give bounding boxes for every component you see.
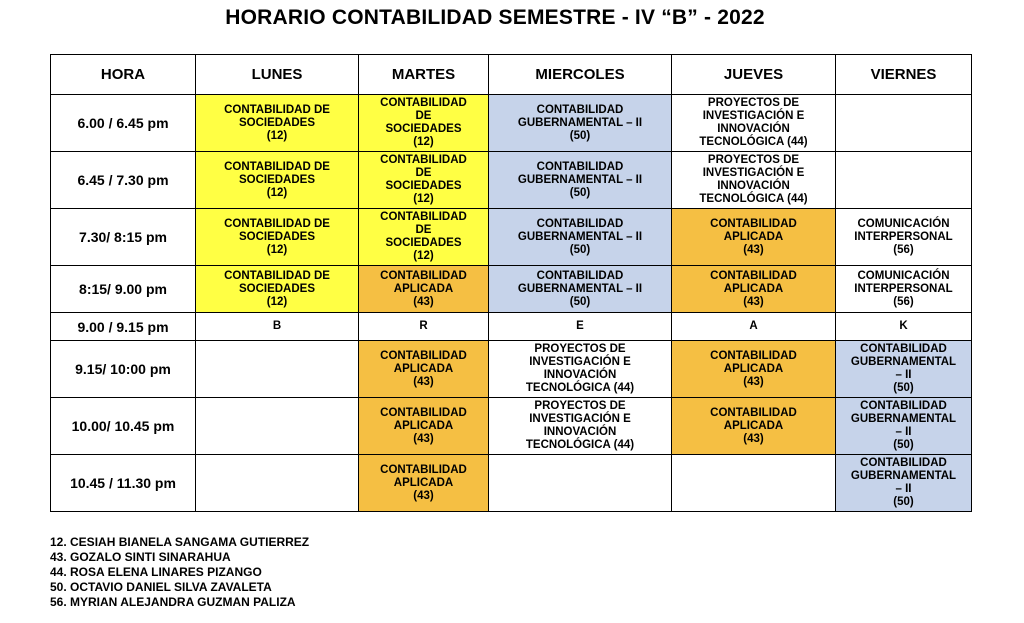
class-cell-miercoles (489, 313, 672, 341)
class-cell-lunes (196, 266, 359, 313)
class-cell-viernes (836, 95, 972, 152)
course-text: (12) (266, 295, 288, 308)
course-text: (43) (743, 243, 764, 256)
class-cell-miercoles (489, 152, 672, 209)
class-cell-martes (359, 341, 489, 398)
course-text: GUBERNAMENTAL – II (517, 173, 643, 186)
class-cell-viernes (836, 266, 972, 313)
course-text: (50) (569, 186, 591, 199)
class-cell-jueves (672, 341, 836, 398)
course-text: (50) (569, 129, 591, 142)
course-text: GUBERNAMENTAL – II (517, 282, 643, 295)
course-text: (56) (893, 295, 914, 308)
header-jueves: JUEVES (672, 55, 836, 95)
course-text: CONTABILIDAD (380, 349, 467, 362)
hour-cell: 10.45 / 11.30 pm (51, 455, 196, 512)
course-text: TECNOLÓGICA (44) (699, 193, 808, 205)
course-text: PROYECTOS DE (534, 400, 626, 412)
schedule-row (51, 455, 972, 512)
course-text: CONTABILIDAD (536, 269, 624, 282)
class-cell-miercoles (489, 398, 672, 455)
class-cell-martes (359, 95, 489, 152)
course-text: COMUNICACIÓN (857, 269, 950, 282)
teacher-legend (50, 535, 309, 610)
course-text: INVESTIGACIÓN E (702, 167, 805, 179)
course-text: TECNOLÓGICA (44) (525, 439, 635, 451)
course-text: INTERPERSONAL (854, 282, 953, 295)
class-cell-miercoles (489, 266, 672, 313)
course-text: (50) (893, 439, 914, 451)
course-text: INVESTIGACIÓN E (702, 110, 805, 122)
course-text: CONTABILIDAD (860, 343, 947, 355)
schedule-row (51, 266, 972, 313)
class-cell-martes (359, 455, 489, 512)
course-text: (43) (413, 375, 434, 388)
schedule-row (51, 341, 972, 398)
course-text: CONTABILIDAD (860, 457, 947, 469)
break-letter: B (272, 320, 282, 332)
course-text: CONTABILIDAD (380, 463, 467, 476)
course-text: (50) (893, 382, 914, 394)
class-cell-jueves (672, 455, 836, 512)
class-cell-viernes (836, 152, 972, 209)
class-cell-martes (359, 266, 489, 313)
class-cell-jueves (672, 95, 836, 152)
course-text: (43) (413, 432, 434, 445)
course-text: (50) (569, 243, 591, 256)
course-text: CONTABILIDAD (710, 217, 797, 230)
course-text: INNOVACIÓN (543, 426, 617, 438)
class-cell-jueves (672, 266, 836, 313)
header-miercoles: MIERCOLES (489, 55, 672, 95)
class-cell-miercoles (489, 455, 672, 512)
course-text: CONTABILIDAD DE (224, 269, 330, 282)
course-text: SOCIEDADES (238, 230, 316, 243)
course-text: (43) (743, 432, 764, 445)
hour-cell: 6.45 / 7.30 pm (51, 152, 196, 209)
schedule-row (51, 313, 972, 341)
course-text: CONTABILIDAD (860, 400, 947, 412)
legend-item: 56. MYRIAN ALEJANDRA GUZMAN PALIZA (50, 595, 296, 609)
course-text: GUBERNAMENTAL – II (517, 230, 643, 243)
course-text: – II (895, 369, 912, 381)
class-cell-lunes (196, 341, 359, 398)
course-text: (43) (413, 489, 434, 502)
course-text: CONTABILIDAD (536, 160, 624, 173)
class-cell-miercoles (489, 209, 672, 266)
course-text: (43) (743, 375, 764, 388)
class-cell-viernes (836, 455, 972, 512)
course-text: CONTABILIDAD DE (224, 103, 330, 116)
schedule-row (51, 398, 972, 455)
course-text: INVESTIGACIÓN E (529, 356, 631, 368)
course-text: GUBERNAMENTAL (850, 470, 957, 482)
course-text: SOCIEDADES (238, 173, 316, 186)
course-text: APLICADA (393, 419, 454, 432)
course-text: DE (415, 224, 432, 236)
class-cell-lunes (196, 455, 359, 512)
course-text: SOCIEDADES (238, 282, 316, 295)
course-text: GUBERNAMENTAL (850, 356, 957, 368)
course-text: (12) (266, 243, 288, 256)
course-text: (43) (413, 295, 434, 308)
course-text: (56) (893, 243, 914, 256)
class-cell-lunes (196, 95, 359, 152)
class-cell-jueves (672, 398, 836, 455)
course-text: (50) (569, 295, 591, 308)
class-cell-jueves (672, 313, 836, 341)
class-cell-miercoles (489, 341, 672, 398)
legend-item: 43. GOZALO SINTI SINARAHUA (50, 550, 231, 564)
header-martes: MARTES (359, 55, 489, 95)
course-text: DE (415, 167, 432, 179)
course-text: PROYECTOS DE (707, 154, 800, 166)
hour-cell: 9.15/ 10:00 pm (51, 341, 196, 398)
course-text: APLICADA (723, 419, 784, 432)
course-text: TECNOLÓGICA (44) (699, 136, 808, 148)
legend-item: 12. CESIAH BIANELA SANGAMA GUTIERREZ (50, 535, 310, 549)
class-cell-viernes (836, 209, 972, 266)
schedule-row (51, 95, 972, 152)
course-text: APLICADA (723, 230, 784, 243)
class-cell-lunes (196, 152, 359, 209)
course-text: INNOVACIÓN (543, 369, 617, 381)
course-text: TECNOLÓGICA (44) (525, 382, 635, 394)
class-cell-martes (359, 313, 489, 341)
course-text: APLICADA (723, 282, 784, 295)
course-text: DE (415, 110, 432, 122)
course-text: GUBERNAMENTAL (850, 413, 957, 425)
class-cell-lunes (196, 398, 359, 455)
break-letter: A (749, 320, 758, 332)
class-cell-miercoles (489, 95, 672, 152)
break-letter: E (576, 320, 584, 332)
schedule-table (50, 54, 972, 512)
legend-item: 50. OCTAVIO DANIEL SILVA ZAVALETA (50, 580, 272, 594)
schedule-row (51, 152, 972, 209)
course-text: (43) (743, 295, 764, 308)
course-text: PROYECTOS DE (707, 97, 800, 109)
course-text: SOCIEDADES (238, 116, 316, 129)
class-cell-viernes (836, 313, 972, 341)
course-text: – II (895, 483, 912, 495)
page-title: HORARIO CONTABILIDAD SEMESTRE - IV “B” - 2022 (225, 6, 765, 29)
course-text: CONTABILIDAD (380, 97, 467, 109)
course-text: (12) (266, 186, 288, 199)
header-row (51, 55, 972, 95)
header-lunes: LUNES (196, 55, 359, 95)
course-text: CONTABILIDAD DE (224, 217, 330, 230)
class-cell-jueves (672, 152, 836, 209)
course-text: (50) (893, 496, 914, 508)
course-text: (12) (413, 193, 434, 205)
course-text: – II (895, 426, 912, 438)
course-text: APLICADA (393, 476, 454, 489)
course-text: APLICADA (393, 362, 454, 375)
break-letter: R (419, 320, 428, 332)
course-text: INNOVACIÓN (717, 123, 790, 135)
class-cell-lunes (196, 313, 359, 341)
header-hora: HORA (51, 55, 196, 95)
course-text: INTERPERSONAL (854, 230, 953, 243)
course-text: (12) (413, 136, 434, 148)
course-text: SOCIEDADES (385, 237, 462, 249)
course-text: CONTABILIDAD (710, 269, 797, 282)
course-text: (12) (413, 250, 434, 262)
class-cell-lunes (196, 209, 359, 266)
course-text: GUBERNAMENTAL – II (517, 116, 643, 129)
header-viernes: VIERNES (836, 55, 972, 95)
hour-cell: 6.00 / 6.45 pm (51, 95, 196, 152)
course-text: INNOVACIÓN (717, 180, 790, 192)
class-cell-viernes (836, 341, 972, 398)
course-text: CONTABILIDAD (380, 269, 467, 282)
hour-cell: 9.00 / 9.15 pm (51, 313, 196, 341)
class-cell-martes (359, 398, 489, 455)
schedule-row (51, 209, 972, 266)
course-text: CONTABILIDAD (380, 154, 467, 166)
course-text: CONTABILIDAD DE (224, 160, 330, 173)
course-text: APLICADA (723, 362, 784, 375)
course-text: CONTABILIDAD (380, 406, 467, 419)
course-text: COMUNICACIÓN (857, 217, 950, 230)
class-cell-jueves (672, 209, 836, 266)
legend-item: 44. ROSA ELENA LINARES PIZANGO (50, 565, 262, 579)
course-text: INVESTIGACIÓN E (529, 413, 631, 425)
course-text: CONTABILIDAD (380, 211, 467, 223)
course-text: PROYECTOS DE (534, 343, 626, 355)
course-text: APLICADA (393, 282, 454, 295)
course-text: CONTABILIDAD (536, 217, 624, 230)
course-text: SOCIEDADES (385, 123, 462, 135)
course-text: CONTABILIDAD (710, 406, 797, 419)
hour-cell: 10.00/ 10.45 pm (51, 398, 196, 455)
course-text: CONTABILIDAD (710, 349, 797, 362)
class-cell-martes (359, 152, 489, 209)
class-cell-martes (359, 209, 489, 266)
break-letter: K (899, 320, 908, 332)
class-cell-viernes (836, 398, 972, 455)
course-text: CONTABILIDAD (536, 103, 624, 116)
course-text: SOCIEDADES (385, 180, 462, 192)
hour-cell: 7.30/ 8:15 pm (51, 209, 196, 266)
hour-cell: 8:15/ 9.00 pm (51, 266, 196, 313)
course-text: (12) (266, 129, 288, 142)
